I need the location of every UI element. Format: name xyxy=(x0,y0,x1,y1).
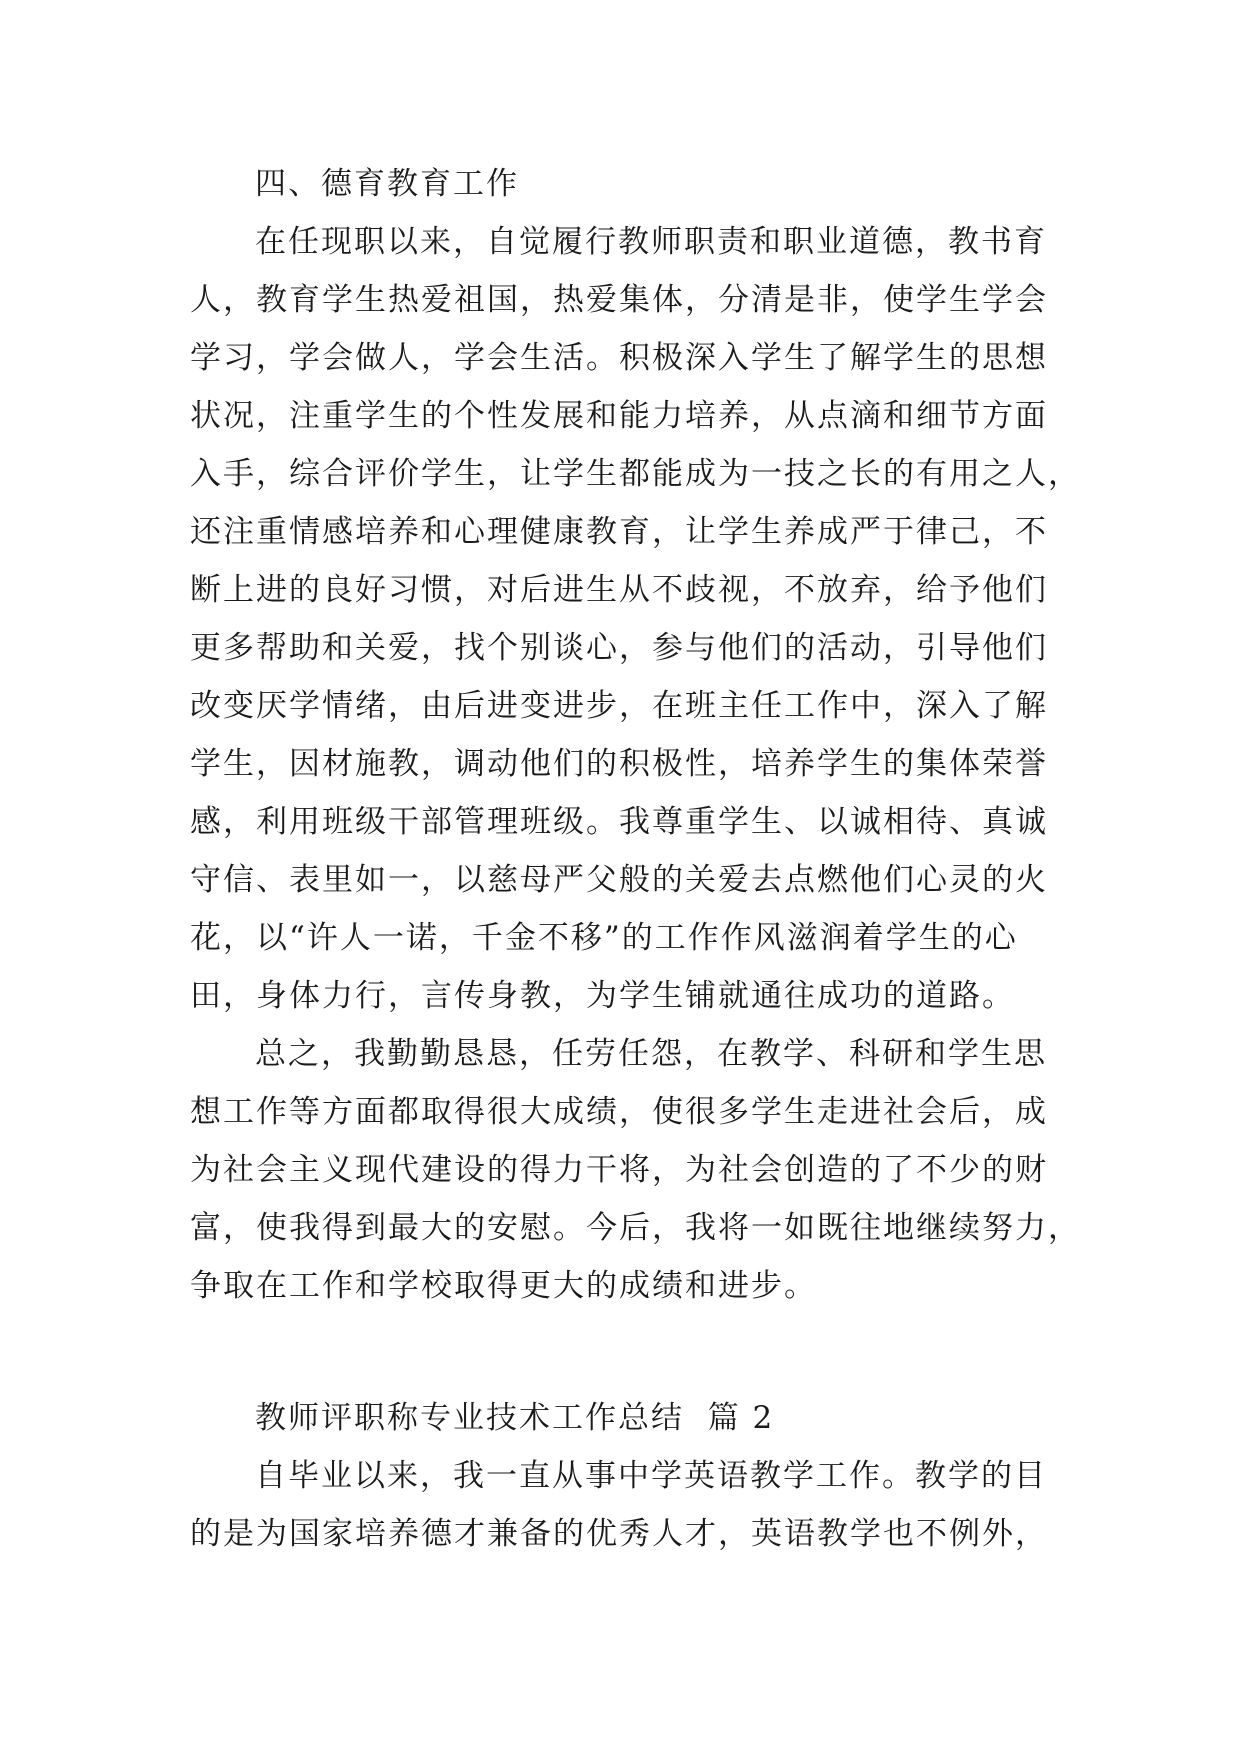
text-line: 花，以“许人一诺，千金不移”的工作作风滋润着学生的心 xyxy=(190,920,1018,956)
paragraph xyxy=(190,213,1081,1025)
text-line: 状况，注重学生的个性发展和能力培养，从点滴和细节方面 xyxy=(190,398,1048,434)
text-line: 人，教育学生热爱祖国，热爱集体，分清是非，使学生学会 xyxy=(190,282,1048,318)
text-line: 总之，我勤勤恳恳，任劳任怨，在教学、科研和学生思 xyxy=(255,1036,1047,1072)
section-spacer xyxy=(190,1315,1070,1389)
section-heading: 四、德育教育工作 xyxy=(255,166,519,202)
text-line: 守信、表里如一，以慈母严父般的关爱去点燃他们心灵的火 xyxy=(190,862,1048,898)
text-line: 学生，因材施教，调动他们的积极性，培养学生的集体荣誉 xyxy=(190,746,1048,782)
text-line: 争取在工作和学校取得更大的成绩和进步。 xyxy=(190,1268,817,1304)
text-line: 自毕业以来，我一直从事中学英语教学工作。教学的目 xyxy=(255,1458,1047,1494)
text-line: 入手，综合评价学生，让学生都能成为一技之长的有用之人， xyxy=(190,456,1081,492)
section-heading: 教师评职称专业技术工作总结 篇 2 xyxy=(255,1400,775,1436)
text-line: 改变厌学情绪，由后进变进步，在班主任工作中，深入了解 xyxy=(190,688,1048,724)
text-line: 富，使我得到最大的安慰。今后，我将一如既往地继续努力， xyxy=(190,1210,1081,1246)
document-body xyxy=(190,155,1081,1563)
text-line: 在任现职以来，自觉履行教师职责和职业道德，教书育 xyxy=(255,224,1047,260)
text-line: 更多帮助和关爱，找个别谈心，参与他们的活动，引导他们 xyxy=(190,630,1048,666)
text-line: 学习，学会做人，学会生活。积极深入学生了解学生的思想 xyxy=(190,340,1048,376)
paragraph xyxy=(190,1447,1070,1563)
text-line: 的是为国家培养德才兼备的优秀人才，英语教学也不例外， xyxy=(190,1516,1048,1552)
text-line: 断上进的良好习惯，对后进生从不歧视，不放弃，给予他们 xyxy=(190,572,1048,608)
text-line: 想工作等方面都取得很大成绩，使很多学生走进社会后，成 xyxy=(190,1094,1048,1130)
text-line: 还注重情感培养和心理健康教育，让学生养成严于律己，不 xyxy=(190,514,1048,550)
paragraph xyxy=(190,1025,1081,1315)
text-line: 田，身体力行，言传身教，为学生铺就通往成功的道路。 xyxy=(190,978,1015,1014)
text-line: 感，利用班级干部管理班级。我尊重学生、以诚相待、真诚 xyxy=(190,804,1048,840)
text-line: 为社会主义现代建设的得力干将，为社会创造的了不少的财 xyxy=(190,1152,1048,1188)
